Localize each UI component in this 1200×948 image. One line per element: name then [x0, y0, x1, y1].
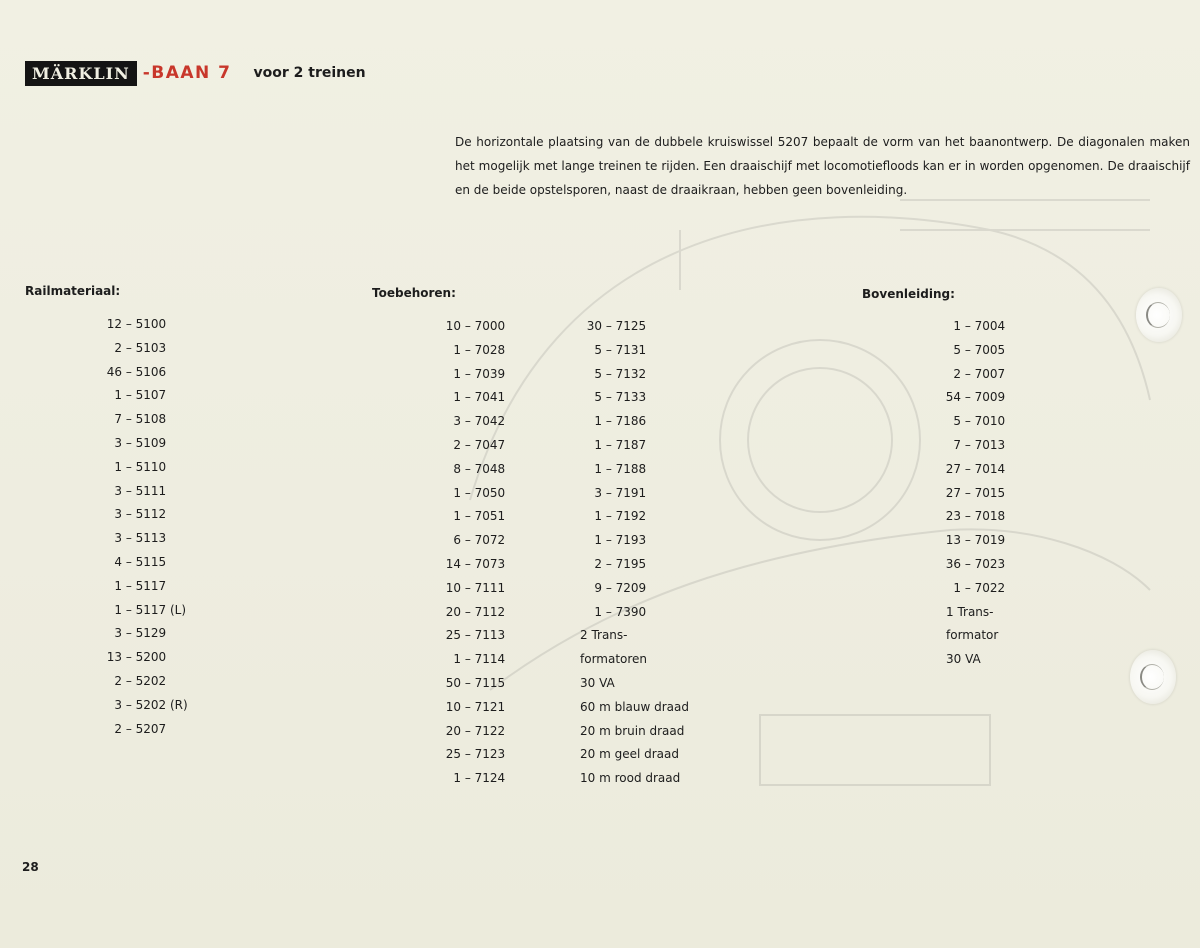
- list-item: [425, 743, 505, 767]
- item-quantity: 54: [945, 390, 961, 405]
- dash-separator: –: [602, 437, 616, 452]
- list-item: [80, 694, 188, 718]
- item-quantity: 3: [114, 531, 122, 546]
- item-code: 5107: [135, 388, 167, 403]
- item-code: 7050: [474, 485, 506, 500]
- item-quantity: 2: [114, 340, 122, 355]
- dash-separator: –: [122, 435, 136, 450]
- dash-separator: –: [602, 414, 616, 429]
- item-code: 7013: [974, 437, 1006, 452]
- list-item: [80, 503, 188, 527]
- item-code: 7010: [974, 414, 1006, 429]
- list-item: 20 m bruin draad: [580, 723, 685, 738]
- item-code: 7195: [615, 556, 647, 571]
- item-quantity: 1: [594, 509, 602, 524]
- dash-separator: –: [122, 317, 136, 331]
- item-quantity: 3: [453, 414, 461, 429]
- list-item: [546, 553, 689, 577]
- item-code: 7072: [474, 533, 506, 548]
- dash-separator: –: [461, 414, 475, 429]
- item-code: 5106: [135, 364, 167, 379]
- item-quantity: 8: [453, 461, 461, 476]
- item-code: 7188: [615, 461, 647, 476]
- item-quantity: 1: [594, 604, 602, 619]
- item-quantity: 1: [114, 459, 122, 474]
- list-item: [80, 575, 188, 599]
- dash-separator: –: [602, 485, 616, 500]
- dash-separator: –: [461, 747, 475, 762]
- item-quantity: 1: [114, 578, 122, 593]
- item-code: 7186: [615, 414, 647, 429]
- dash-separator: –: [961, 319, 975, 333]
- list-item: 30 VA: [580, 675, 615, 690]
- item-quantity: 3: [114, 507, 122, 522]
- item-quantity: 2: [594, 556, 602, 571]
- item-code: 7390: [615, 604, 647, 619]
- list-item: [546, 482, 689, 506]
- list-item: [920, 315, 1005, 339]
- item-quantity: 3: [594, 485, 602, 500]
- list-item: [425, 386, 505, 410]
- railmateriaal-list: [80, 313, 188, 741]
- list-item: [546, 363, 689, 387]
- item-quantity: 5: [594, 390, 602, 405]
- list-item: [920, 458, 1005, 482]
- item-code: 7000: [474, 319, 506, 333]
- list-item: [920, 363, 1005, 387]
- item-code: 7115: [474, 675, 506, 690]
- item-quantity: 1: [594, 461, 602, 476]
- item-code: 5110: [135, 459, 167, 474]
- item-quantity: 36: [945, 556, 961, 571]
- item-quantity: 3: [114, 626, 122, 641]
- item-code: 7193: [615, 533, 647, 548]
- item-quantity: 2: [114, 673, 122, 688]
- dash-separator: –: [602, 461, 616, 476]
- item-code: 7004: [974, 319, 1006, 333]
- item-code: 7019: [974, 533, 1006, 548]
- list-item: [80, 599, 188, 623]
- item-quantity: 3: [114, 697, 122, 712]
- item-quantity: 20: [445, 604, 461, 619]
- dash-separator: –: [461, 723, 475, 738]
- item-code: 7121: [474, 699, 506, 714]
- list-item: [80, 646, 188, 670]
- item-code: 7124: [474, 771, 506, 786]
- dash-separator: –: [122, 364, 136, 379]
- item-code: 7114: [474, 652, 506, 667]
- dash-separator: –: [461, 628, 475, 643]
- list-item: [80, 527, 188, 551]
- item-code: 7042: [474, 414, 506, 429]
- dash-separator: –: [122, 507, 136, 522]
- bovenleiding-heading: Bovenleiding:: [862, 287, 955, 301]
- item-code: 7023: [974, 556, 1006, 571]
- dash-separator: –: [122, 412, 136, 427]
- list-item: [546, 339, 689, 363]
- item-code: 5111: [135, 483, 167, 498]
- bovenleiding-list: [920, 315, 1005, 672]
- item-quantity: 4: [114, 554, 122, 569]
- item-quantity: 25: [445, 628, 461, 643]
- dash-separator: –: [122, 483, 136, 498]
- dash-separator: –: [961, 580, 975, 595]
- item-code: 5103: [135, 340, 167, 355]
- item-code: 5109: [135, 435, 167, 450]
- item-code: 5202: [135, 673, 167, 688]
- list-item: [920, 434, 1005, 458]
- item-code: 7112: [474, 604, 506, 619]
- toebehoren-heading: Toebehoren:: [372, 286, 456, 300]
- list-item: [80, 622, 188, 646]
- item-code: 7028: [474, 342, 506, 357]
- dash-separator: –: [461, 461, 475, 476]
- dash-separator: –: [461, 604, 475, 619]
- item-quantity: 1: [594, 414, 602, 429]
- dash-separator: –: [122, 626, 136, 641]
- item-code: 7009: [974, 390, 1006, 405]
- dash-separator: –: [961, 342, 975, 357]
- list-item: [80, 313, 188, 337]
- item-code: 7005: [974, 342, 1006, 357]
- list-item: [546, 410, 689, 434]
- show-through-diagram: [430, 170, 1170, 830]
- list-item: 30 VA: [946, 652, 981, 667]
- item-code: 5113: [135, 531, 167, 546]
- list-item: [425, 458, 505, 482]
- dash-separator: –: [461, 556, 475, 571]
- item-code: 5112: [135, 507, 167, 522]
- list-item: formator: [946, 628, 999, 643]
- item-code: 7007: [974, 366, 1006, 381]
- list-item: [425, 672, 505, 696]
- list-item: [425, 553, 505, 577]
- list-item: [80, 337, 188, 361]
- dash-separator: –: [122, 673, 136, 688]
- list-item: [425, 434, 505, 458]
- list-item: formatoren: [580, 652, 648, 667]
- list-item: [920, 577, 1005, 601]
- binder-hole-bottom: [1130, 650, 1176, 704]
- layout-title: -BAAN 7: [142, 63, 232, 83]
- list-item: [425, 601, 505, 625]
- item-quantity: 23: [945, 509, 961, 524]
- item-quantity: 5: [953, 414, 961, 429]
- item-quantity: 27: [945, 485, 961, 500]
- item-quantity: 7: [114, 412, 122, 427]
- item-code: 7113: [474, 628, 506, 643]
- list-item: [546, 577, 689, 601]
- list-item: [920, 529, 1005, 553]
- item-quantity: 1: [114, 388, 122, 403]
- item-quantity: 46: [106, 364, 122, 379]
- dash-separator: –: [461, 390, 475, 405]
- list-item: [425, 577, 505, 601]
- dash-separator: –: [461, 533, 475, 548]
- item-code: 5202 (R): [135, 697, 188, 712]
- railmateriaal-heading: Railmateriaal:: [25, 284, 121, 298]
- item-quantity: 20: [445, 723, 461, 738]
- item-code: 7187: [615, 437, 647, 452]
- list-item: [425, 315, 505, 339]
- page-header: [25, 60, 366, 86]
- list-item: [546, 458, 689, 482]
- dash-separator: –: [961, 509, 975, 524]
- item-code: 5115: [135, 554, 167, 569]
- list-item: [546, 434, 689, 458]
- toebehoren-list-1: [425, 315, 505, 791]
- item-code: 5200: [135, 650, 167, 665]
- dash-separator: –: [461, 485, 475, 500]
- list-item: [425, 505, 505, 529]
- item-quantity: 1: [453, 652, 461, 667]
- item-quantity: 5: [953, 342, 961, 357]
- list-item: [920, 505, 1005, 529]
- list-item: [425, 648, 505, 672]
- item-code: 7191: [615, 485, 647, 500]
- list-item: [425, 410, 505, 434]
- list-item: [920, 410, 1005, 434]
- item-code: 7073: [474, 556, 506, 571]
- item-code: 7209: [615, 580, 647, 595]
- item-quantity: 13: [945, 533, 961, 548]
- item-quantity: 1: [114, 602, 122, 617]
- list-item: [425, 529, 505, 553]
- item-quantity: 3: [114, 435, 122, 450]
- dash-separator: –: [602, 319, 616, 333]
- list-item: [80, 718, 188, 742]
- item-quantity: 2: [114, 721, 122, 736]
- dash-separator: –: [461, 652, 475, 667]
- dash-separator: –: [961, 437, 975, 452]
- list-item: [546, 315, 689, 339]
- dash-separator: –: [461, 771, 475, 786]
- dash-separator: –: [461, 509, 475, 524]
- dash-separator: –: [122, 721, 136, 736]
- dash-separator: –: [122, 531, 136, 546]
- item-quantity: 12: [106, 317, 122, 331]
- list-item: [80, 670, 188, 694]
- list-item: [80, 408, 188, 432]
- item-quantity: 1: [453, 366, 461, 381]
- item-quantity: 27: [945, 461, 961, 476]
- item-quantity: 1: [453, 485, 461, 500]
- item-quantity: 1: [453, 390, 461, 405]
- item-code: 7022: [974, 580, 1006, 595]
- dash-separator: –: [602, 390, 616, 405]
- item-quantity: 14: [445, 556, 461, 571]
- intro-paragraph: De horizontale plaatsing van de dubbele kruiswissel 5207 bepaalt de vorm van het baanontwerp. De diagonalen maken het mogelijk met lange treinen te rijden. Een draaischijf met locomotiefloods kan er in worden opgenomen. De draaischijf en de beide opstelsporen, naast de draaikraan, hebben geen bovenleiding.: [455, 135, 1190, 197]
- item-code: 7192: [615, 509, 647, 524]
- item-code: 7039: [474, 366, 506, 381]
- dash-separator: –: [602, 533, 616, 548]
- list-item: 20 m geel draad: [580, 747, 679, 762]
- marklin-logo: MÄRKLIN: [25, 61, 137, 86]
- item-code: 5108: [135, 412, 167, 427]
- item-code: 5129: [135, 626, 167, 641]
- list-item: [80, 480, 188, 504]
- item-code: 7122: [474, 723, 506, 738]
- dash-separator: –: [961, 390, 975, 405]
- item-quantity: 1: [453, 509, 461, 524]
- dash-separator: –: [461, 342, 475, 357]
- dash-separator: –: [961, 366, 975, 381]
- dash-separator: –: [461, 675, 475, 690]
- dash-separator: –: [961, 461, 975, 476]
- dash-separator: –: [961, 414, 975, 429]
- item-quantity: 1: [953, 580, 961, 595]
- dash-separator: –: [602, 580, 616, 595]
- item-quantity: 1: [953, 319, 961, 333]
- list-item: [80, 551, 188, 575]
- dash-separator: –: [961, 556, 975, 571]
- dash-separator: –: [602, 509, 616, 524]
- item-code: 7015: [974, 485, 1006, 500]
- list-item: [920, 339, 1005, 363]
- list-item: [425, 482, 505, 506]
- list-item: [425, 696, 505, 720]
- item-code: 7047: [474, 437, 506, 452]
- dash-separator: –: [122, 650, 136, 665]
- dash-separator: –: [122, 554, 136, 569]
- item-code: 7041: [474, 390, 506, 405]
- item-quantity: 50: [445, 675, 461, 690]
- dash-separator: –: [602, 604, 616, 619]
- item-quantity: 2: [953, 366, 961, 381]
- item-quantity: 10: [445, 699, 461, 714]
- item-code: 7051: [474, 509, 506, 524]
- item-code: 5207: [135, 721, 167, 736]
- list-item: [920, 482, 1005, 506]
- dash-separator: –: [961, 485, 975, 500]
- list-item: [546, 601, 689, 625]
- dash-separator: –: [461, 580, 475, 595]
- item-quantity: 5: [594, 366, 602, 381]
- dash-separator: –: [122, 340, 136, 355]
- list-item: [546, 529, 689, 553]
- list-item: [546, 505, 689, 529]
- item-code: 7018: [974, 509, 1006, 524]
- dash-separator: –: [461, 319, 475, 333]
- item-code: 7131: [615, 342, 647, 357]
- toebehoren-list-2: [546, 315, 689, 791]
- item-quantity: 10: [445, 580, 461, 595]
- item-code: 7133: [615, 390, 647, 405]
- list-item: [425, 767, 505, 791]
- item-quantity: 9: [594, 580, 602, 595]
- list-item: [920, 553, 1005, 577]
- dash-separator: –: [602, 342, 616, 357]
- list-item: 2 Trans-: [580, 628, 628, 643]
- item-code: 5100: [135, 317, 167, 331]
- list-item: 10 m rood draad: [580, 771, 681, 786]
- list-item: [80, 456, 188, 480]
- item-code: 7132: [615, 366, 647, 381]
- item-quantity: 1: [594, 533, 602, 548]
- list-item: [546, 386, 689, 410]
- dash-separator: –: [122, 697, 136, 712]
- item-code: 7125: [615, 319, 647, 333]
- item-code: 5117: [135, 578, 167, 593]
- dash-separator: –: [461, 699, 475, 714]
- list-item: 1 Trans-: [946, 604, 994, 619]
- dash-separator: –: [122, 388, 136, 403]
- item-quantity: 30: [586, 319, 602, 333]
- item-quantity: 7: [953, 437, 961, 452]
- item-quantity: 2: [453, 437, 461, 452]
- dash-separator: –: [122, 578, 136, 593]
- item-quantity: 5: [594, 342, 602, 357]
- dash-separator: –: [122, 459, 136, 474]
- dash-separator: –: [961, 533, 975, 548]
- list-item: [425, 624, 505, 648]
- dash-separator: –: [602, 556, 616, 571]
- item-quantity: 1: [594, 437, 602, 452]
- page-number: 28: [22, 860, 39, 874]
- layout-subtitle: voor 2 treinen: [253, 65, 366, 81]
- list-item: 60 m blauw draad: [580, 699, 690, 714]
- list-item: [80, 432, 188, 456]
- item-quantity: 13: [106, 650, 122, 665]
- item-code: 7014: [974, 461, 1006, 476]
- dash-separator: –: [602, 366, 616, 381]
- list-item: [425, 363, 505, 387]
- list-item: [425, 339, 505, 363]
- item-quantity: 1: [453, 771, 461, 786]
- dash-separator: –: [461, 437, 475, 452]
- list-item: [425, 720, 505, 744]
- list-item: [80, 361, 188, 385]
- item-quantity: 1: [453, 342, 461, 357]
- item-quantity: 25: [445, 747, 461, 762]
- item-code: 7048: [474, 461, 506, 476]
- item-quantity: 6: [453, 533, 461, 548]
- item-quantity: 10: [445, 319, 461, 333]
- item-code: 7123: [474, 747, 506, 762]
- binder-hole-top: [1136, 288, 1182, 342]
- list-item: [80, 384, 188, 408]
- dash-separator: –: [122, 602, 136, 617]
- item-quantity: 3: [114, 483, 122, 498]
- item-code: 5117 (L): [135, 602, 187, 617]
- item-code: 7111: [474, 580, 506, 595]
- dash-separator: –: [461, 366, 475, 381]
- list-item: [920, 386, 1005, 410]
